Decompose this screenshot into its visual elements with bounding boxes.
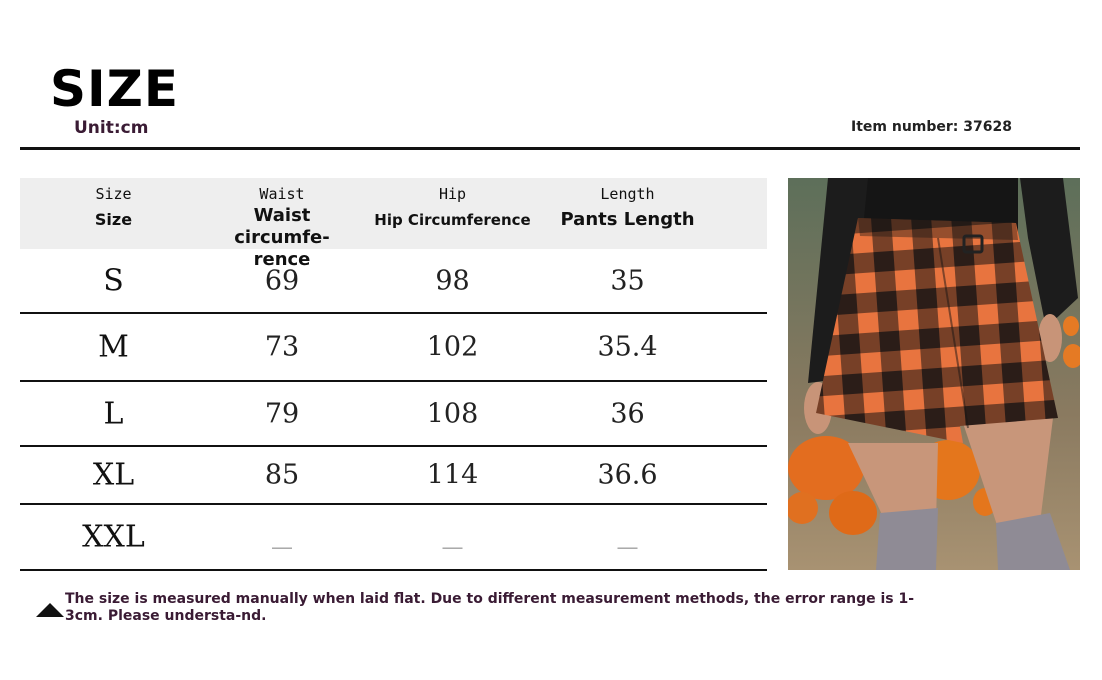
waist-cell: 85	[264, 459, 300, 491]
size-cell: XXL	[82, 519, 145, 555]
column-header-waist-en: Waist	[259, 185, 305, 203]
column-header-hip-en: Hip	[438, 185, 467, 203]
measurement-note: The size is measured manually when laid flat. Due to different measurement methods, the error range is 1-3cm. Please understa-nd.	[65, 591, 915, 624]
length-cell: 35.4	[597, 331, 658, 363]
table-row	[20, 447, 767, 505]
length-cell: 36	[610, 398, 645, 429]
item-number: Item number: 37628	[851, 119, 1012, 135]
waist-cell: 69	[264, 265, 300, 296]
table-row	[20, 382, 767, 447]
size-cell: XL	[92, 457, 135, 493]
length-cell: 35	[610, 265, 645, 296]
column-header-length-label: Pants Length	[560, 209, 695, 230]
hip-cell: 98	[435, 265, 470, 296]
length-cell: __	[617, 525, 638, 549]
product-photo-illustration	[788, 178, 1080, 570]
column-header-hip	[370, 178, 535, 231]
size-table	[20, 178, 767, 571]
unit-label: Unit:cm	[74, 118, 149, 138]
waist-cell: 79	[264, 398, 300, 429]
length-cell: 36.6	[597, 459, 658, 491]
column-header-hip-label: Hip Circumference	[374, 211, 531, 229]
hip-cell: 114	[426, 459, 479, 491]
hip-cell: __	[442, 525, 463, 549]
column-header-size	[20, 178, 207, 231]
page-title: SIZE	[50, 60, 180, 118]
table-row	[20, 249, 767, 314]
table-row	[20, 505, 767, 571]
table-header	[20, 178, 767, 270]
table-row	[20, 314, 767, 382]
column-header-size-en: Size	[95, 185, 132, 203]
column-header-length	[550, 178, 705, 231]
size-cell: M	[98, 329, 129, 365]
column-header-size-label: Size	[94, 210, 133, 229]
hip-cell: 108	[426, 398, 479, 429]
header-divider	[20, 147, 1080, 150]
column-header-waist-label: Waist circumfe-rence	[234, 205, 330, 270]
product-photo	[788, 178, 1080, 570]
hip-cell: 102	[426, 331, 479, 363]
waist-cell: __	[272, 525, 292, 549]
size-cell: S	[103, 263, 124, 298]
column-header-length-en: Length	[600, 185, 655, 203]
triangle-icon	[36, 603, 64, 617]
size-cell: L	[103, 396, 124, 431]
waist-cell: 73	[264, 331, 300, 363]
